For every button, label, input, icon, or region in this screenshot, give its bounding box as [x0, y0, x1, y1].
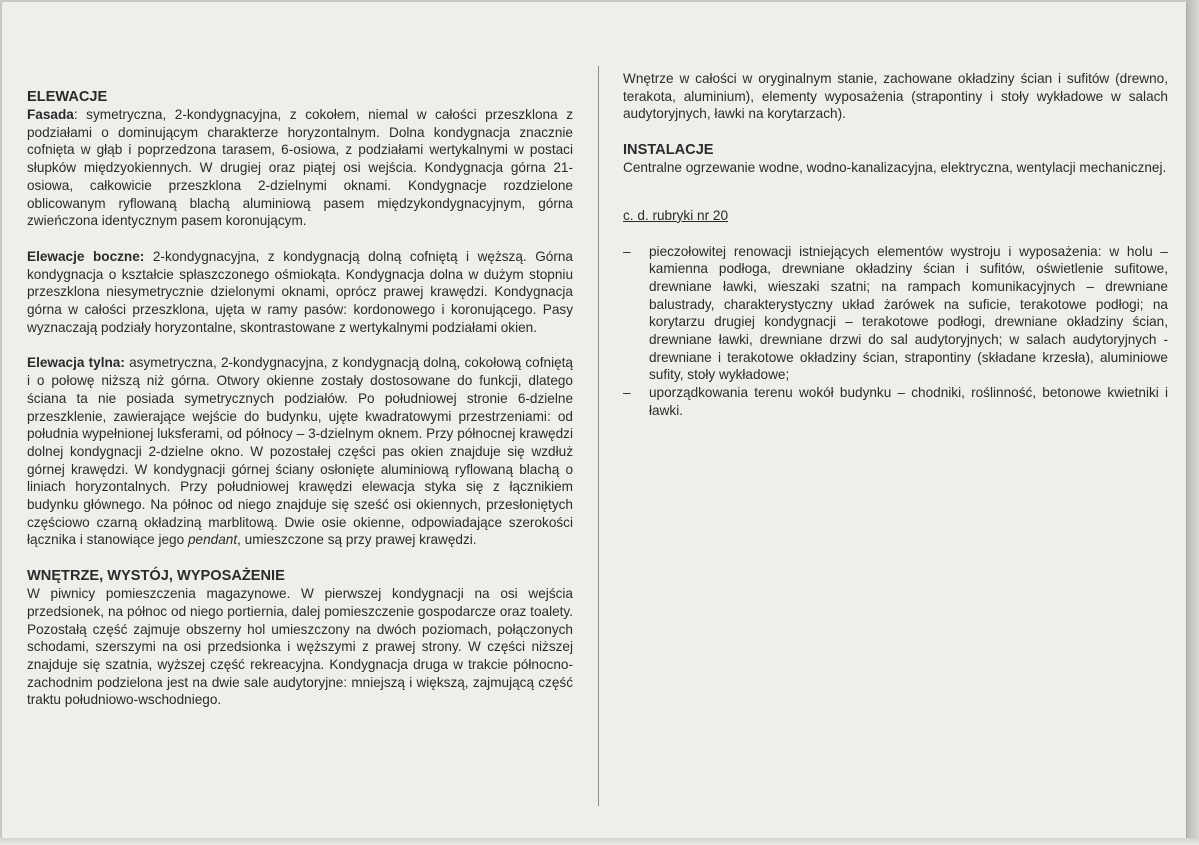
left-column: [27, 88, 573, 709]
text-elewacja-tylna-b: , umieszczone są przy prawej krawędzi.: [237, 532, 477, 548]
heading-wnetrze: WNĘTRZE, WYSTÓJ, WYPOSAŻENIE: [27, 568, 285, 585]
list-item-text: uporządkowania terenu wokół budynku – chodniki, roślinność, betonowe kwietniki i ławki.: [649, 385, 1168, 418]
scan-edge-right: [1187, 0, 1199, 845]
paragraph-fasada: [27, 106, 573, 230]
label-elewacja-tylna: Elewacja tylna:: [27, 355, 125, 371]
text-elewacja-tylna-a: asymetryczna, 2-kondygnacyjna, z kondygnacją dolną, cokołową cofniętą i o połowę niższą niż górna. Otwory okienne zostały dostosowane do funkcji, dlatego ściana ta nie posiada symetrycznych podziałów. Po południowej stronie 6-dzielne przeszklenie, zawierające wejście do budynku, ujęte kwadratowymi przestrzeniami: od południa wypełnionej luksferami, od północy – 3-dzielnym oknem. Przy północnej krawędzi dolnej kondygnacji 2-dzielne okno. W pozostałej części pas okien znajduje się wzdłuż górnej krawędzi. W kondygnacji górnej ściany osłonięte aluminiową ryflowaną blachą o liniach horyzontalnych. Przy południowej krawędzi elewacja styka się z łącznikiem budynku głównego. Na północ od niego znajduje się sześć osi okiennych, przesłoniętych częściowo czarną okładziną marblitową. Dwie osie okienne, odpowiadające szerokości łącznika i stanowiące jego: [27, 355, 573, 548]
scan-edge-bottom: [0, 838, 1199, 845]
link-rubryka: c. d. rubryki nr 20: [623, 207, 729, 223]
text-elewacje-boczne: 2-kondygnacyjna, z kondygnacją dolną cofniętą i węższą. Górna kondygnacja o kształcie spłaszczonego ośmiokąta. Kondygnacja dolna w dużym stopniu przeszklona niesymetrycznie dzielonymi oknami, oprócz prawej krawędzi. Kondygnacja górna w całości przeszklona, ujęta w ramy pasów: kordonowego i koronującego. Pasy wyznaczają podziały horyzontalne, skontrastowane z wertykalnymi podziałami okien.: [27, 248, 573, 335]
bullet-list: [623, 243, 1168, 420]
paragraph-wnetrze: W piwnicy pomieszczenia magazynowe. W pierwszej kondygnacji na osi wejścia przedsionek, na północ od niego portiernia, dalej pomieszczenie gospodarcze oraz toalety. Pozostałą część zajmuje obszerny hol umieszczony na dwóch poziomach, połączonych schodami, szerszymi na osi przedsionka i węższymi z prawej strony. W części niższej znajduje się szatnia, wyższej część rekreacyjna. Kondygnacja druga w trakcie północno-zachodnim podzielona jest na dwie sale audytoryjne: mniejszą i większą, zajmującą część traktu południowo-wschodniego.: [27, 586, 573, 708]
heading-elewacje: ELEWACJE: [27, 89, 108, 105]
heading-instalacje: INSTALACJE: [623, 142, 714, 159]
dash-mark: –: [623, 385, 631, 401]
right-column: [623, 70, 1168, 420]
list-item-text: pieczołowitej renowacji istniejących elementów wystroju i wyposażenia: w holu – kamienna podłoga, drewniane okładziny ścian i sufitów, oświetlenie sufitowe, drewniane ławki, wieszaki szatni; na rampach komunikacyjnych – drewniane balustrady, charakterystyczny układ żarówek na suficie, terakotowe podłogi; na korytarzu drugiej kondygnacji – terakotowe podłogi, drewniane okładziny ścian, drewniane ławki, drewniane drzwi do sal audytoryjnych; w salach audytoryjnych - drewniane i terakotowe okładziny ścian, strapontiny (składane krzesła), aluminiowe sufity, stoły wykładowe;: [649, 243, 1168, 383]
column-divider: [598, 66, 599, 806]
paragraph-instalacje: Centralne ogrzewanie wodne, wodno-kanalizacyjna, elektryczna, wentylacji mechanicznej.: [623, 160, 1167, 176]
paragraph-elewacje-boczne: [27, 248, 573, 337]
text-fasada: : symetryczna, 2-kondygnacyjna, z cokołem, niemal w całości przeszklona z podziałami o dominującym charakterze horyzontalnym. Dolna kondygnacja znacznie cofnięta w głąb i poprzedzona tarasem, 6-osiowa, z podziałami wertykalnymi w postaci słupków międzyokiennych. W drugiej oraz piątej osi wejścia. Kondygnacja górna 21-osiowa, całkowicie przeszklona 2-dzielnymi oknami. Kondygnacje rozdzielone oblicowanym ryflowaną blachą aluminiową pasem międzykondygnacyjnym, górna zwieńczona identycznym pasem koronującym.: [27, 107, 573, 229]
text-pendant: pendant: [187, 532, 238, 548]
dash-mark: –: [623, 243, 631, 259]
list-item: [623, 243, 1168, 385]
label-fasada: Fasada: [27, 107, 74, 122]
label-elewacje-boczne: Elewacje boczne:: [27, 248, 145, 264]
paragraph-elewacja-tylna: [27, 354, 573, 549]
list-item: [623, 384, 1168, 419]
paragraph-wnetrze-stan: Wnętrze w całości w oryginalnym stanie, zachowane okładziny ścian i sufitów (drewno, terakota, aluminium), elementy wyposażenia (strapontiny i stoły wykładowe w salach audytoryjnych, ławki na korytarzach).: [623, 71, 1168, 122]
